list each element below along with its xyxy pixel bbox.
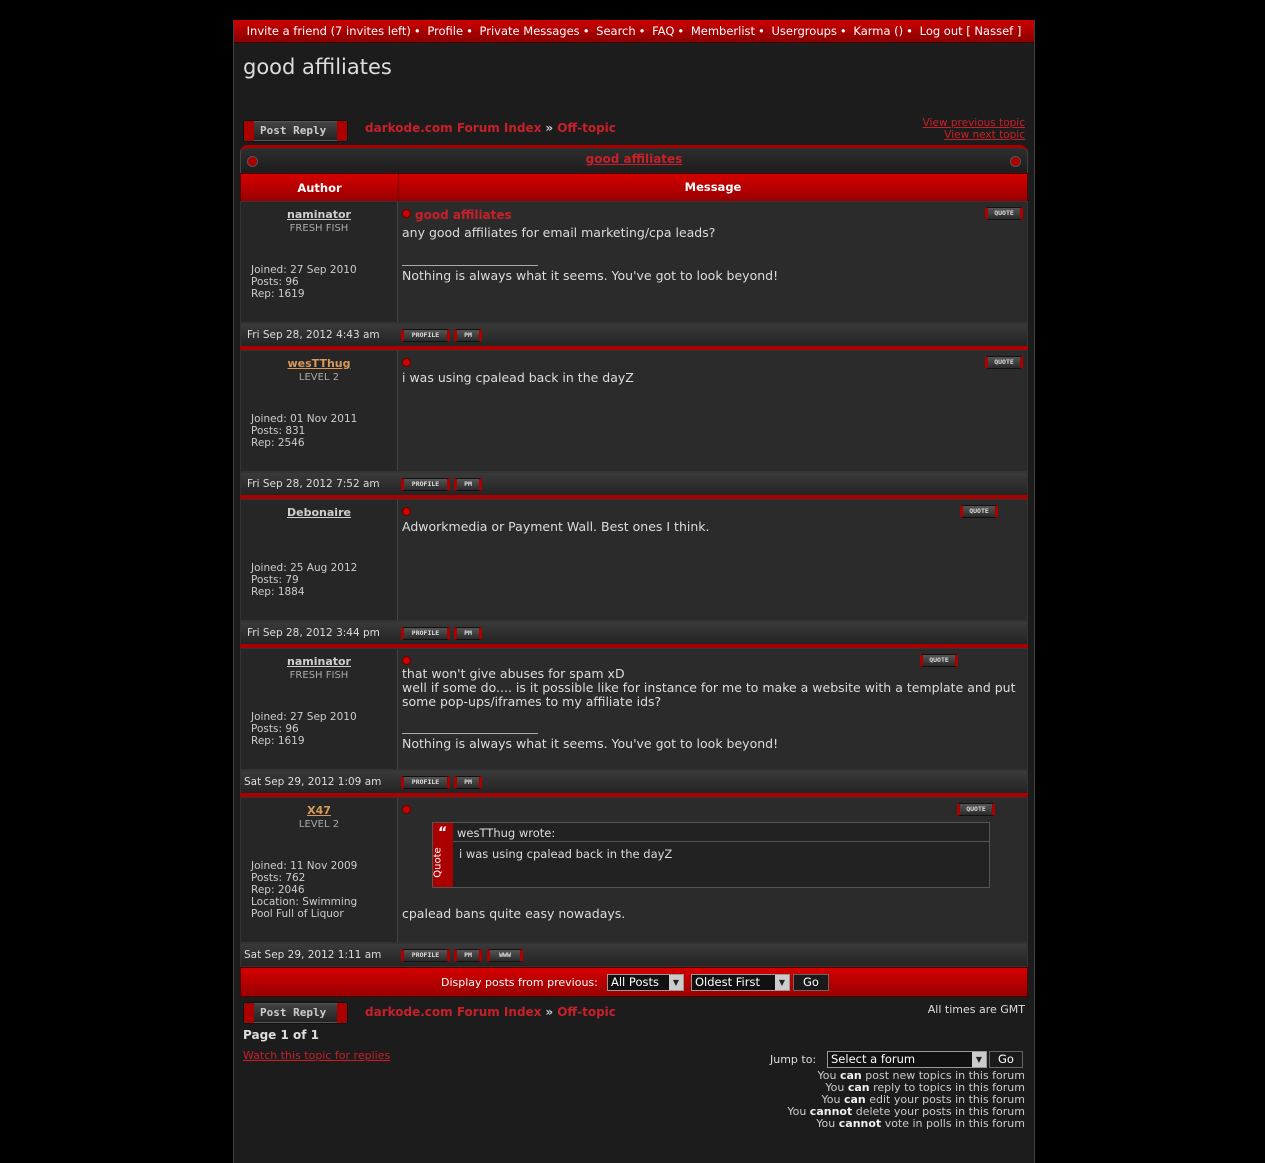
post-icon	[402, 209, 411, 218]
jump-go-button[interactable]: Go	[989, 1051, 1023, 1068]
post-body-row	[240, 499, 1028, 621]
nav-faq[interactable]: FAQ	[652, 24, 675, 38]
user-posts: Posts: 831	[251, 425, 306, 437]
author-cell	[241, 202, 398, 322]
post-text-line: some pop-ups/iframes to my affiliate ids?	[402, 694, 662, 709]
username[interactable]: X47	[307, 804, 331, 817]
pm-button[interactable]: PM	[454, 478, 482, 491]
display-label: Display posts from previous:	[441, 976, 598, 989]
user-rep: Rep: 2546	[251, 437, 305, 449]
watch-topic-link[interactable]: Watch this topic for replies	[243, 1049, 391, 1062]
quote-label: Quote	[432, 847, 444, 878]
jump-forum-value: Select a forum	[831, 1052, 916, 1066]
post-text: any good affiliates for email marketing/cpa leads?	[402, 225, 716, 240]
post-icon	[402, 358, 411, 367]
nav-separator: •	[466, 24, 473, 38]
column-author: Author	[297, 181, 342, 195]
user-info	[251, 860, 357, 920]
topic-title-link[interactable]: good affiliates	[585, 152, 683, 166]
perm-subject: You	[825, 1081, 845, 1094]
user-rep: Rep: 1619	[251, 288, 305, 300]
quote-button[interactable]: QUOTE	[920, 654, 958, 667]
post-text-line: that won't give abuses for spam xD	[402, 666, 625, 681]
post-subject	[402, 208, 512, 222]
post-text-line: well if some do.... is it possible like for instance for me to make a website with a template and put	[402, 680, 1016, 695]
nav-invite[interactable]: Invite a friend (7 invites left)	[246, 24, 411, 38]
post-reply-button[interactable]	[243, 1002, 348, 1024]
post-body-row	[240, 350, 1028, 472]
post-icon	[402, 656, 411, 665]
topic-title-bar	[240, 145, 1028, 175]
post-reply-button[interactable]	[243, 120, 348, 142]
nav-profile[interactable]: Profile	[427, 24, 464, 38]
message-cell	[398, 351, 1027, 471]
view-previous-topic[interactable]: View previous topic	[922, 117, 1025, 129]
post-footer	[240, 472, 1028, 496]
quote-mark-icon: “	[438, 825, 448, 841]
nav-search[interactable]: Search	[596, 24, 636, 38]
message-cell	[398, 500, 1027, 620]
signature-divider	[402, 733, 538, 734]
nav-karma[interactable]: Karma ()	[853, 24, 904, 38]
chevron-down-icon: ▼	[775, 975, 789, 990]
display-go-button[interactable]: Go	[793, 974, 829, 991]
post-signature: Nothing is always what it seems. You've got to look beyond!	[402, 736, 779, 751]
user-rep: Rep: 1884	[251, 586, 305, 598]
post-subject	[402, 804, 415, 818]
post-reply-label: Post Reply	[260, 124, 327, 137]
quote-block	[432, 822, 990, 888]
quote-divider	[453, 841, 989, 842]
jump-forum-select[interactable]	[827, 1051, 987, 1068]
profile-button[interactable]: PROFILE	[401, 627, 450, 640]
post-subject	[402, 357, 415, 371]
quote-sidebar	[433, 823, 453, 887]
user-joined: Joined: 27 Sep 2010	[251, 711, 357, 723]
chevron-down-icon: ▼	[972, 1052, 986, 1067]
sort-order-select[interactable]	[691, 974, 790, 991]
nav-usergroups[interactable]: Usergroups	[771, 24, 837, 38]
page-indicator: Page 1 of 1	[243, 1028, 319, 1042]
user-joined: Joined: 27 Sep 2010	[251, 264, 357, 276]
post-footer	[240, 770, 1028, 794]
message-cell	[398, 202, 1027, 322]
post-subject-text: good affiliates	[415, 208, 512, 222]
nav-memberlist[interactable]: Memberlist	[690, 24, 756, 38]
post-icon	[402, 507, 411, 516]
sort-order-value: Oldest First	[695, 975, 760, 989]
post-date: Sat Sep 29, 2012 1:11 am	[244, 949, 382, 961]
username[interactable]: wesTThug	[287, 357, 351, 370]
nav-separator: •	[906, 24, 913, 38]
perm-subject: You	[821, 1093, 841, 1106]
pm-button[interactable]: PM	[454, 949, 482, 962]
perm-verb: cannot	[838, 1117, 882, 1130]
user-rank: LEVEL 2	[298, 819, 340, 830]
profile-button[interactable]: PROFILE	[401, 329, 450, 342]
breadcrumb-forum[interactable]: Off-topic	[557, 121, 616, 135]
post-body-row	[240, 797, 1028, 943]
author-cell	[241, 500, 398, 620]
perm-verb: cannot	[809, 1105, 853, 1118]
breadcrumb	[365, 121, 616, 135]
author-cell	[241, 649, 398, 769]
breadcrumb	[365, 1005, 616, 1019]
user-rank: FRESH FISH	[289, 223, 349, 234]
user-location: Location: Swimming	[251, 896, 358, 908]
nav-separator: •	[839, 24, 847, 38]
username[interactable]: naminator	[287, 208, 351, 221]
nav-separator: •	[758, 24, 765, 38]
perm-action: edit your posts in this forum	[869, 1093, 1025, 1106]
post-body-row	[240, 201, 1028, 323]
post-date: Fri Sep 28, 2012 4:43 am	[247, 329, 380, 341]
chevron-down-icon: ▼	[669, 975, 683, 990]
nav-private-messages[interactable]: Private Messages	[479, 24, 580, 38]
pm-button[interactable]: PM	[454, 776, 482, 789]
user-rank: FRESH FISH	[289, 670, 349, 681]
perm-subject: You	[817, 1069, 837, 1082]
perm-subject: You	[787, 1105, 807, 1118]
user-info	[251, 264, 357, 300]
perm-verb: can	[843, 1093, 866, 1106]
quote-button[interactable]: QUOTE	[957, 803, 995, 816]
post-icon	[402, 805, 411, 814]
column-header	[240, 173, 1028, 202]
user-info	[251, 711, 357, 747]
quote-author: wesTThug wrote:	[457, 826, 556, 840]
display-options-bar	[240, 967, 1028, 997]
nav-logout[interactable]: Log out [ Nassef ]	[919, 24, 1022, 38]
pm-button[interactable]: PM	[454, 329, 482, 342]
signature-divider	[402, 265, 538, 266]
post-footer	[240, 943, 1028, 967]
post-signature: Nothing is always what it seems. You've got to look beyond!	[402, 268, 779, 283]
breadcrumb-arrow: »	[545, 1005, 554, 1019]
post-date: Sat Sep 29, 2012 1:09 am	[244, 776, 382, 788]
nav-separator: •	[582, 24, 590, 38]
user-info	[251, 413, 357, 449]
user-rep: Rep: 1619	[251, 735, 305, 747]
post-reply-label: Post Reply	[260, 1006, 327, 1019]
breadcrumb-index[interactable]: darkode.com Forum Index	[365, 1005, 542, 1019]
profile-button[interactable]: PROFILE	[401, 478, 450, 491]
username[interactable]: Debonaire	[287, 506, 351, 519]
perm-action: delete your posts in this forum	[855, 1105, 1025, 1118]
username[interactable]: naminator	[287, 655, 351, 668]
user-posts: Posts: 96	[251, 723, 299, 735]
column-message: Message	[398, 174, 1027, 201]
user-joined: Joined: 25 Aug 2012	[251, 562, 358, 574]
user-posts: Posts: 762	[251, 872, 306, 884]
perm-verb: can	[847, 1081, 870, 1094]
author-cell	[241, 798, 398, 942]
post-footer	[240, 323, 1028, 347]
post-footer	[240, 621, 1028, 645]
perm-verb: can	[839, 1069, 862, 1082]
page-wrapper	[233, 20, 1035, 1163]
corner-dot-icon	[1010, 156, 1021, 167]
breadcrumb-index[interactable]: darkode.com Forum Index	[365, 121, 542, 135]
post-text: Adworkmedia or Payment Wall. Best ones I think.	[402, 519, 710, 534]
perm-action: post new topics in this forum	[865, 1069, 1025, 1082]
user-rank: LEVEL 2	[298, 372, 340, 383]
quote-button[interactable]: QUOTE	[985, 356, 1023, 369]
jump-label: Jump to:	[770, 1053, 817, 1066]
post-text: cpalead bans quite easy nowadays.	[402, 906, 626, 921]
breadcrumb-arrow: »	[545, 121, 554, 135]
topic-navigation	[923, 117, 1025, 141]
author-cell	[241, 351, 398, 471]
message-cell	[398, 798, 1027, 942]
message-cell	[398, 649, 1027, 769]
post-body-row	[240, 648, 1028, 770]
pm-button[interactable]: PM	[454, 627, 482, 640]
perm-subject: You	[816, 1117, 836, 1130]
user-location-cont: Pool Full of Liquor	[251, 908, 344, 920]
nav-separator: •	[638, 24, 646, 38]
user-info	[251, 562, 357, 598]
display-range-value: All Posts	[611, 975, 659, 989]
post-subject	[402, 506, 415, 520]
permissions-list	[787, 1070, 1025, 1130]
timezone-note: All times are GMT	[927, 1003, 1025, 1016]
post-text: i was using cpalead back in the dayZ	[402, 370, 634, 385]
nav-separator: •	[677, 24, 685, 38]
user-joined: Joined: 01 Nov 2011	[251, 413, 358, 425]
user-joined: Joined: 11 Nov 2009	[251, 860, 358, 872]
quote-button[interactable]: QUOTE	[985, 207, 1023, 220]
post-text	[402, 667, 1015, 709]
perm-action: reply to topics in this forum	[873, 1081, 1025, 1094]
top-navigation	[234, 20, 1034, 43]
display-range-select[interactable]	[607, 974, 684, 991]
user-posts: Posts: 79	[251, 574, 299, 586]
post-date: Fri Sep 28, 2012 7:52 am	[247, 478, 380, 490]
nav-separator: •	[413, 24, 421, 38]
breadcrumb-forum[interactable]: Off-topic	[557, 1005, 616, 1019]
profile-button[interactable]: PROFILE	[401, 949, 450, 962]
quote-button[interactable]: QUOTE	[960, 505, 998, 518]
quote-text: i was using cpalead back in the dayZ	[459, 847, 673, 861]
user-rep: Rep: 2046	[251, 884, 305, 896]
permission-line	[787, 1118, 1025, 1130]
perm-action: vote in polls in this forum	[884, 1117, 1025, 1130]
post-date: Fri Sep 28, 2012 3:44 pm	[247, 627, 380, 639]
www-button[interactable]: WWW	[487, 949, 523, 962]
view-next-topic[interactable]: View next topic	[944, 129, 1025, 141]
page-title: good affiliates	[243, 55, 392, 79]
profile-button[interactable]: PROFILE	[401, 776, 450, 789]
user-posts: Posts: 96	[251, 276, 299, 288]
